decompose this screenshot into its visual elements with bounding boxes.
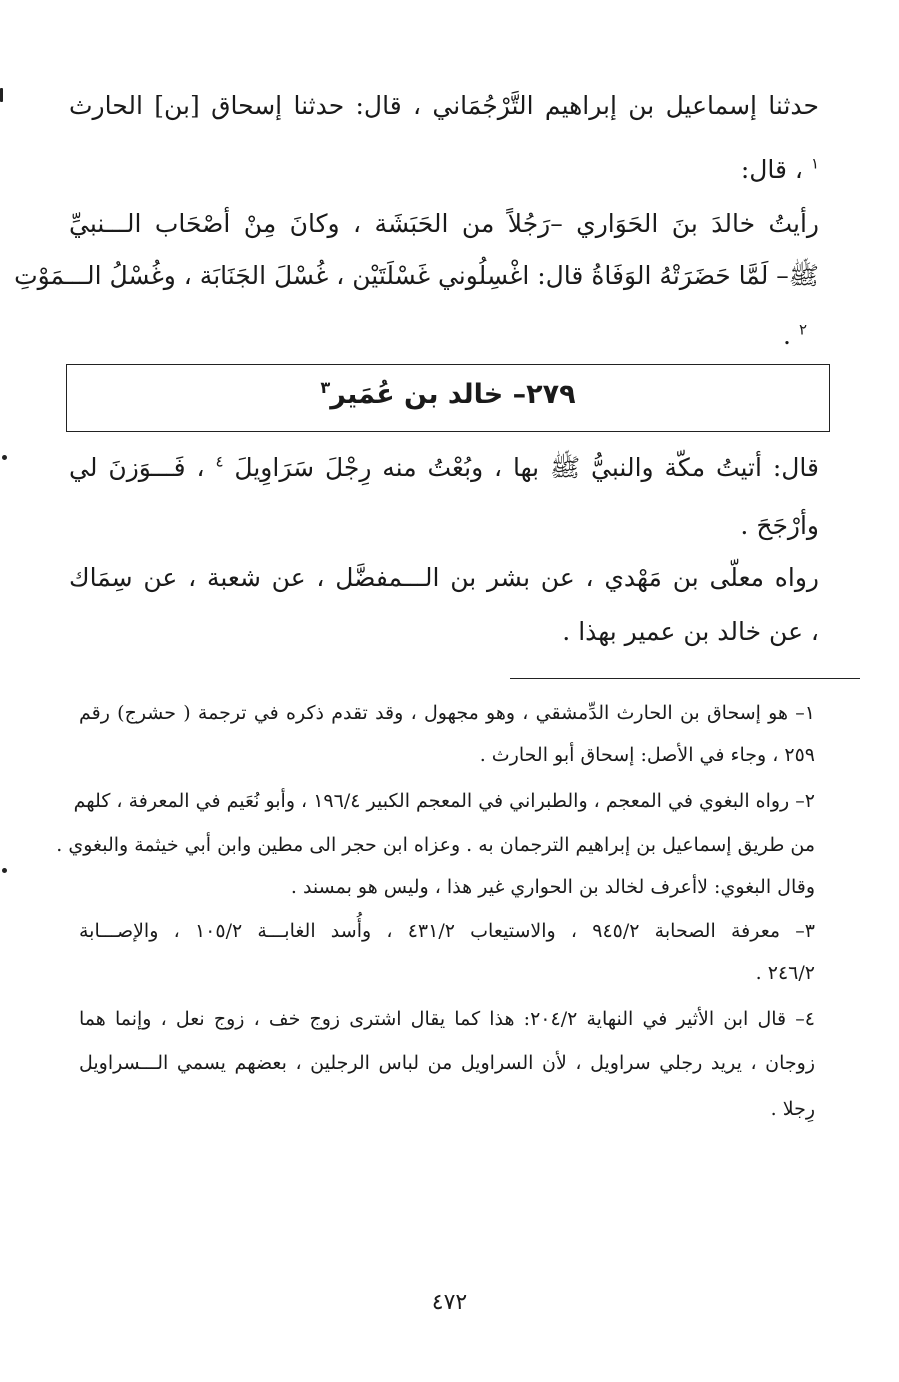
footnote-ref: ٣: [320, 378, 331, 397]
footnote-line: زوجان ، يريد رجلي سراويل ، لأن السراويل من لباس الرجلين ، بعضهم يسمي الـــسراويل: [79, 1052, 815, 1074]
text-line: $^١$ ، قال:: [740, 154, 819, 184]
footnote-line: ١– هو إسحاق بن الحارث الدِّمشقي ، وهو مجهول ، وقد تقدم ذكره في ترجمة ( حشرج) رقم: [79, 702, 815, 724]
text-line: حدثنا إسماعيل بن إبراهيم التَّرْجُمَاني ، قال: حدثنا إسحاق [بن] الحارث: [69, 91, 819, 120]
footnote-line: ٢– رواه البغوي في المعجم ، والطبراني في المعجم الكبير ١٩٦/٤ ، وأبو نُعَيم في المعرفة ، كلهم: [73, 790, 815, 812]
scan-mark: [2, 455, 7, 460]
footnote-line: ٢٤٦/٢ .: [755, 962, 815, 984]
footnote-ref: ٤: [215, 452, 224, 471]
footnote-ref: ٢: [798, 320, 807, 339]
text-line: ﷺ– لَمَّا حَضَرَتْهُ الوَفَاةُ قال: اغْسِلُوني غَسْلَتَيْن ، غُسْلَ الجَنَابَة ، وغُسْلُ الـــمَوْتِ: [14, 261, 819, 290]
text-line: رواه معلّى بن مَهْدي ، عن بشر بن الـــمفضَّل ، عن شعبة ، عن سِمَاك: [69, 563, 819, 592]
footnote-separator: [510, 678, 860, 679]
section-heading-box: [66, 364, 830, 432]
footnote-line: رِجلا .: [770, 1098, 815, 1120]
text-line: $^٢$ .: [783, 320, 807, 350]
scan-mark: [2, 868, 7, 873]
scan-mark: [0, 88, 3, 102]
footnote-line: من طريق إسماعيل بن إبراهيم الترجمان به . وعزاه ابن حجر الى مطين وابن أبي خيثمة والبغوي .: [56, 834, 815, 856]
text-line: رأيتُ خالدَ بنَ الحَوَاري –رَجُلاً من الحَبَشَة ، وكانَ مِنْ أصْحَاب الـــنبيِّ: [69, 209, 819, 238]
footnote-line: وقال البغوي: لاأعرف لخالد بن الحواري غير هذا ، وليس هو بمسند .: [290, 876, 815, 898]
footnote-ref: ١: [810, 154, 819, 173]
section-title: ٢٧٩– خالد بن عُمَير$^٣$: [320, 378, 576, 410]
text-line: ، عن خالد بن عمير بهذا .: [562, 617, 819, 646]
text-line: قال: أتيتُ مكّة والنبيُّ ﷺ بها ، وبُعْتُ منه رِجْلَ سَرَاوِيلَ $^٤$ ، فَـــوَزنَ لي: [69, 452, 819, 482]
footnote-line: ٤– قال ابن الأثير في النهاية ٢٠٤/٢: هذا كما يقال اشترى زوج خف ، زوج نعل ، وإنما هما: [79, 1008, 815, 1030]
footnote-line: ٣– معرفة الصحابة ٩٤٥/٢ ، والاستيعاب ٤٣١/٢ ، وأُسد الغابـــة ١٠٥/٢ ، والإصـــابة: [79, 920, 815, 942]
text-line: وأرْجَحَ .: [740, 511, 819, 540]
footnote-line: ٢٥٩ ، وجاء في الأصل: إسحاق أبو الحارث .: [479, 744, 815, 766]
page-number: ٤٧٢: [431, 1290, 468, 1315]
